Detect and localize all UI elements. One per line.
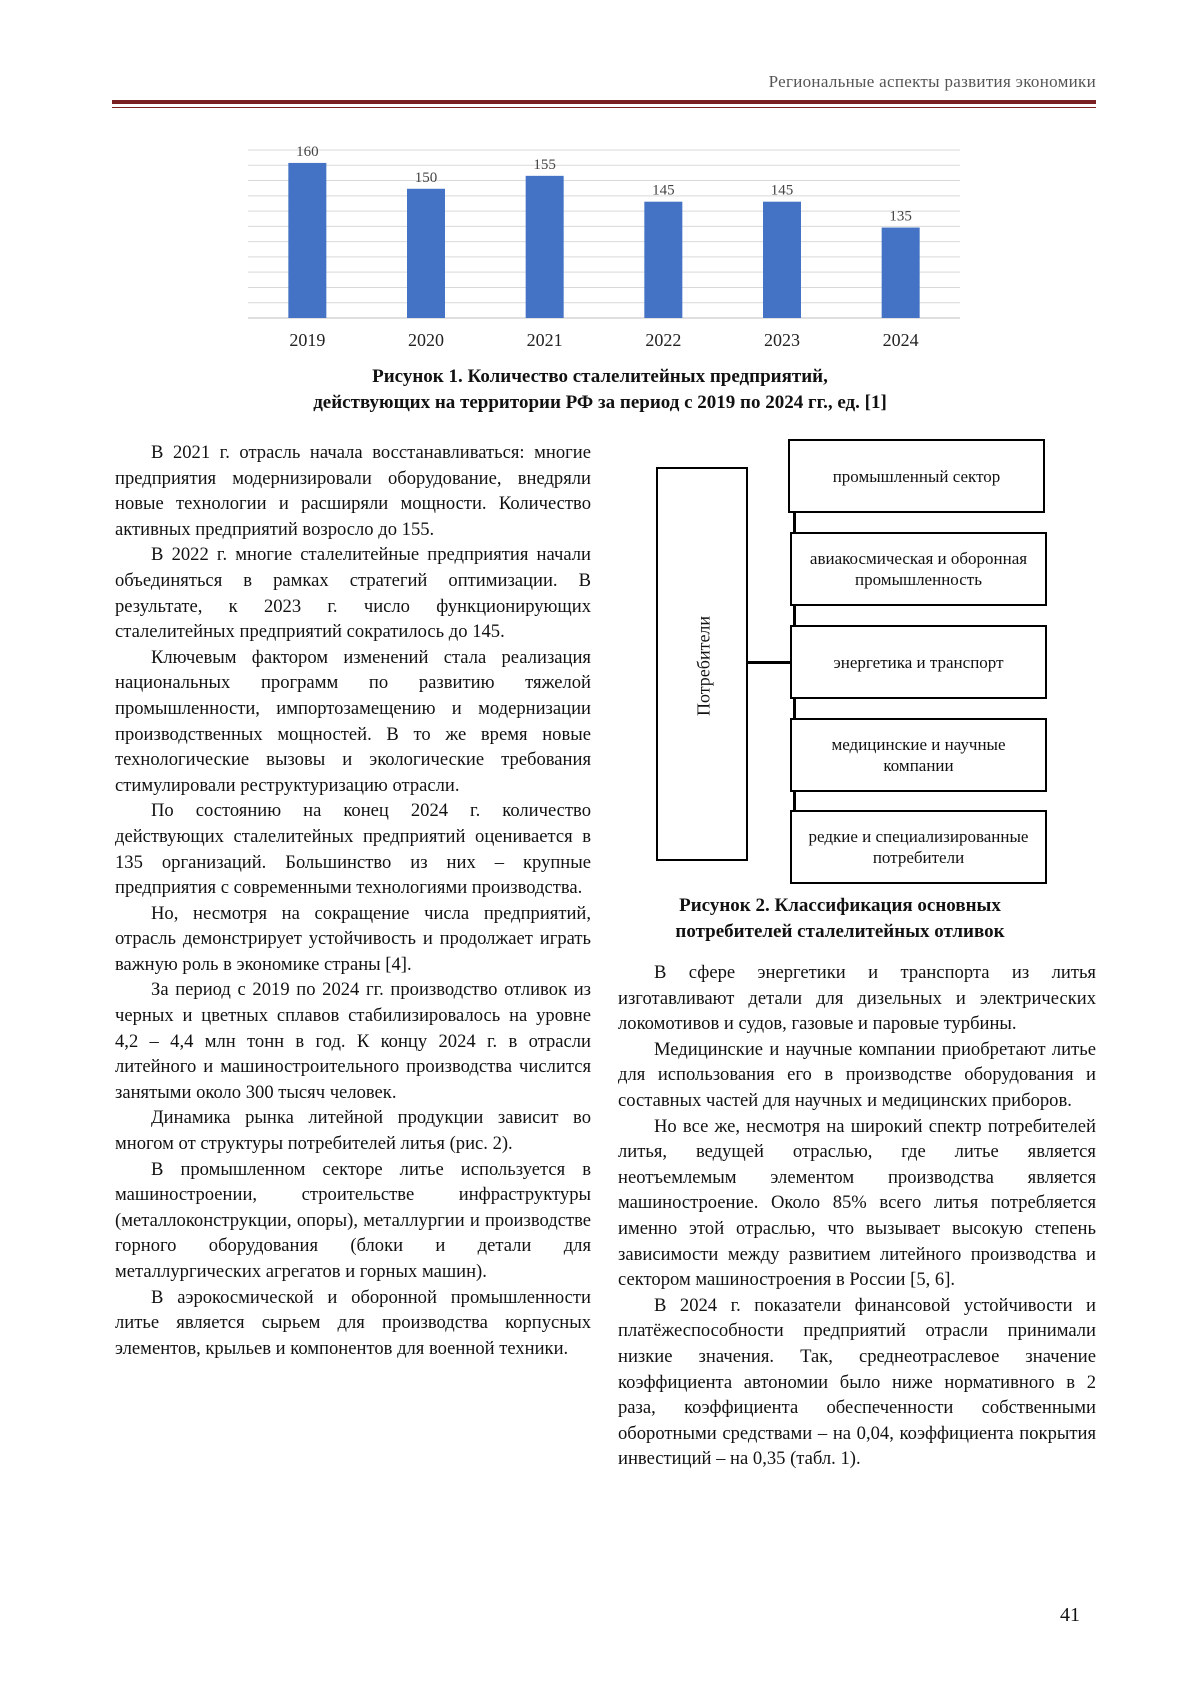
paragraph: Динамика рынка литейной продукции зависит во многом от структуры потребителей литья (рис. 2). (115, 1107, 591, 1155)
bar-2019 (288, 163, 326, 318)
x-tick-label-2021: 2021 (526, 330, 563, 350)
figure-1-caption-line-2: действующих на территории РФ за период с 2019 по 2024 гг., ед. [1] (313, 392, 887, 413)
category-box-aerospace-defense (790, 532, 1047, 606)
paragraph: В сфере энергетики и транспорта из литья изготавливают детали для дизельных и электрических локомотивов и судов, газовые и паровые турбины. (618, 962, 1096, 1035)
category-label: авиакосмическая и оборонная (809, 549, 1028, 568)
data-label-2022: 145 (652, 182, 675, 199)
running-head: Региональные аспекты развития экономики (768, 72, 1096, 91)
category-label: промышленность (855, 570, 982, 589)
figure-2-caption-line-1: Рисунок 2. Классификация основных (679, 895, 1001, 916)
left-text-column (115, 440, 591, 1361)
bar-2023 (763, 202, 801, 318)
page-number: 41 (1060, 1604, 1080, 1626)
chart-gridlines (248, 150, 960, 318)
category-box-energy-transport (790, 625, 1047, 699)
x-tick-label-2022: 2022 (645, 330, 682, 350)
category-label: компании (883, 756, 954, 775)
bar-2020 (407, 189, 445, 318)
x-tick-label-2019: 2019 (289, 330, 326, 350)
data-label-2020: 150 (414, 169, 438, 186)
consumers-root-box (656, 467, 748, 861)
figure-2-caption-line-2: потребителей сталелитейных отливок (675, 921, 1005, 942)
paragraph: В 2022 г. многие сталелитейные предприятия начали объединяться в рамках стратегий оптимизации. В результате, к 2023 г. число функционирующих сталелитейных предприятий сократилось до 145. (115, 544, 591, 643)
chart-x-tick-labels (289, 330, 918, 350)
consumers-root-label: Потребители (693, 615, 714, 717)
consumers-diagram (656, 437, 1056, 874)
paragraph: В 2021 г. отрасль начала восстанавливаться: многие предприятия модернизировали оборудование, внедряли новые технологии и расширяли мощности. Количество активных предприятий возросло до 155. (115, 442, 591, 540)
category-box-medical-science (790, 718, 1047, 792)
category-box-rare-specialized (790, 810, 1047, 884)
data-label-2023: 145 (770, 182, 794, 199)
paragraph: За период с 2019 по 2024 гг. производство отливок из черных и цветных сплавов стабилизировалось на уровне 4,2 – 4,4 млн тонн в год. К концу 2024 г. в отрасли литейного и машиностроительного производства числится занятыми около 300 тысяч человек. (115, 979, 591, 1103)
paragraph: Но все же, несмотря на широкий спектр потребителей литья, ведущей отраслью, где литье является неотъемлемым элементом производства является машиностроение. Около 85% всего литья потребляется именно этой отраслью, что вызывает высокую степень зависимости между развитием литейного производства и сектором машиностроения в России [5, 6]. (618, 1115, 1096, 1291)
paragraph: В промышленном секторе литье используется в машиностроении, строительстве инфраструктуры (металлоконструкции, опоры), металлургии и производстве горного оборудования (блоки и детали для металлургических агрегатов и горных машин). (115, 1158, 591, 1282)
header-rule-thin (112, 107, 1096, 108)
bar-2022 (644, 202, 682, 318)
paragraph: По состоянию на конец 2024 г. количество действующих сталелитейных предприятий оценивается в 135 организаций. Большинство из них – крупные предприятия с современными технологиями производства. (115, 800, 591, 899)
paragraph: Ключевым фактором изменений стала реализация национальных программ по развитию тяжелой промышленности, импортозамещению и модернизации производственных мощностей. В то же время новые технологические вызовы и экологические требования стимулировали реструктуризацию отрасли. (115, 646, 591, 796)
category-label: медицинские и научные (831, 735, 1006, 754)
category-label: редкие и специализированные (808, 827, 1029, 846)
chart-data-labels (296, 144, 912, 225)
figure-1-caption-line-1: Рисунок 1. Количество сталелитейных предприятий, (372, 366, 828, 387)
paragraph: В аэрокосмической и оборонной промышленности литье является сырьем для производства корпусных элементов, крыльев и компонентов для военной техники. (115, 1286, 591, 1359)
bar-2021 (526, 176, 564, 318)
paragraph: В 2024 г. показатели финансовой устойчивости и платёжеспособности предприятий отрасли принимали низкие значения. Так, среднеотраслевое значение коэффициента автономии было ниже нормативного в 2 раза, коэффициента обеспеченности собственными оборотными средствами – на 0,04, коэффициента покрытия инвестиций – на 0,35 (табл. 1). (618, 1294, 1096, 1470)
x-tick-label-2020: 2020 (408, 330, 444, 350)
right-text-column (618, 960, 1096, 1472)
header-rule-thick (112, 100, 1096, 104)
figure-2-caption (620, 893, 1060, 945)
paragraph: Медицинские и научные компании приобретают литье для использования его в производстве оборудования и составных частей для научных и медицинских приборов. (618, 1038, 1096, 1111)
bar-2024 (882, 228, 920, 318)
connector-line (746, 661, 794, 664)
data-label-2019: 160 (296, 143, 319, 160)
category-box-industrial (788, 439, 1045, 513)
figure-1-caption (200, 364, 1000, 416)
category-label: энергетика и транспорт (833, 652, 1004, 672)
paragraph: Но, несмотря на сокращение числа предприятий, отрасль демонстрирует устойчивость и продолжает играть важную роль в экономике страны [4]. (115, 902, 591, 975)
x-tick-label-2023: 2023 (764, 330, 800, 350)
data-label-2024: 135 (889, 208, 912, 225)
x-tick-label-2024: 2024 (882, 330, 919, 350)
data-label-2021: 155 (533, 156, 556, 173)
category-label: промышленный сектор (832, 466, 1001, 486)
category-label: потребители (872, 848, 965, 867)
chart-bars (288, 163, 919, 318)
enterprises-bar-chart (240, 140, 960, 360)
